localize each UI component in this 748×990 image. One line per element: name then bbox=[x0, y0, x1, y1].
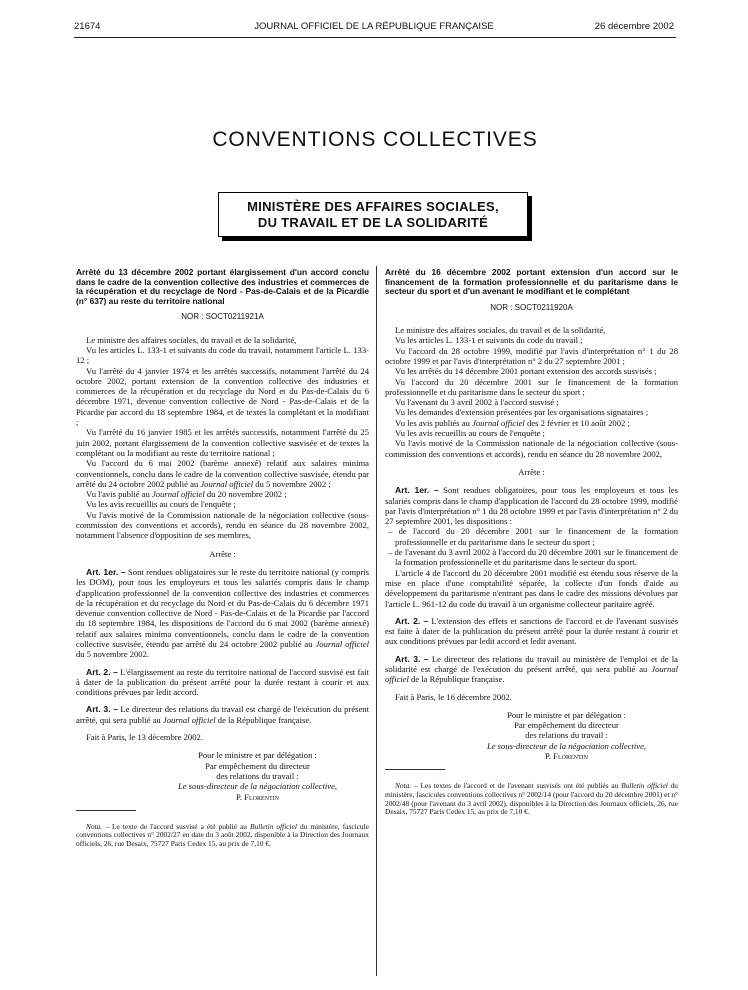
paragraph: Vu l'avis motivé de la Commission nationale de la négociation collective (sous-commission des conventions et accords), rendu en séance du 28 novembre 2002, notamment l'absence d'opposition de ses membres, bbox=[76, 509, 369, 541]
signature-date: Fait à Paris, le 13 décembre 2002. bbox=[86, 732, 203, 743]
arrete-heading: Arrête : bbox=[209, 548, 236, 559]
decree-title: Arrêté du 16 décembre 2002 portant extension d'un accord sur le financement de la formation professionnelle et du paritarisme dans le secteur du sport et d'un avenant le modifiant et le complétant bbox=[385, 267, 678, 297]
paragraph: Vu l'avenant du 3 avril 2002 à l'accord susvisé ; bbox=[395, 397, 559, 408]
paragraph: Vu l'arrêté du 4 janvier 1974 et les arrêtés successifs, notamment l'arrêté du 24 octobre 2002, portant extension de la convention collective des industries et commerces de la récupération et du recyclage du Nord et du Pas-de-Calais du 6 décembre 1971, devenue convention collective de Nord - Pas-de-Calais et de la Picardie par accord du 18 septembre 1984, et de textes la complétant et la modifiant ; bbox=[76, 365, 369, 428]
header-rule bbox=[74, 37, 676, 38]
note-rule bbox=[385, 769, 445, 770]
section-title: CONVENTIONS COLLECTIVES bbox=[212, 128, 538, 151]
article-3: Art. 3. – Le directeur des relations du travail au ministère de l'emploi et de la solidarité est chargé de l'exécution du présent arrêté, qui sera publié au Journal officiel de la République française. bbox=[385, 653, 678, 685]
right-column bbox=[385, 268, 678, 817]
journal-title: JOURNAL OFFICIEL DE LA RÉPUBLIQUE FRANÇAISE bbox=[254, 21, 494, 32]
paragraph: Le ministre des affaires sociales, du travail et de la solidarité, bbox=[395, 325, 606, 336]
paragraph: Vu l'accord du 20 décembre 2001 sur le financement de la formation professionnelle et du paritarisme dans le secteur du sport ; bbox=[385, 376, 678, 397]
paragraph: Vu les arrêtés du 14 décembre 2001 portant extension des accords susvisés ; bbox=[395, 366, 657, 377]
article-3: Art. 3. – Le directeur des relations du travail est chargé de l'exécution du présent arrêté, qui sera publié au Journal officiel de la République française. bbox=[76, 704, 369, 725]
ministry-line-1: MINISTÈRE DES AFFAIRES SOCIALES, bbox=[247, 199, 499, 214]
page-number: 21674 bbox=[74, 21, 101, 32]
article-1: Art. 1er. – Sont rendues obligatoires, pour tous les employeurs et tous les salariés compris dans le champ d'application de l'accord du 28 octobre 1999, modifié par l'avis d'interprétation n° 1 du 28 octobre 1999 et par l'avis d'interprétation n° 2 du 27 septembre 2001, les dispositions : bbox=[385, 485, 679, 527]
footnote: Nota. – Le texte de l'accord susvisé a été publié au Bulletin officiel du ministère, fascicule conventions collectives n° 2002/27 en date du 3 août 2002, disponible à la Direction des Journaux officiels, 26, rue Desaix, 75727 Paris Cedex 15, au prix de 7,10 €. bbox=[76, 821, 369, 849]
paragraph: Vu l'avis motivé de la Commission nationale de la négociation collective (sous-commission des conventions et accords), rendu en séance du 28 novembre 2002, bbox=[385, 438, 678, 459]
paragraph: Vu les demandes d'extension présentées par les organisations signataires ; bbox=[395, 407, 649, 418]
nor-reference: NOR : SOCT0211921A bbox=[181, 312, 264, 322]
list-item: – de l'avenant du 3 avril 2002 à l'accord du 20 décembre 2001 sur le financement de la formation professionnelle et du paritarisme dans le secteur du sport. bbox=[388, 547, 678, 568]
paragraph: Vu les avis recueillis au cours de l'enquête ; bbox=[86, 499, 236, 510]
paragraph: Vu les avis recueillis au cours de l'enquête ; bbox=[395, 428, 545, 439]
article-1: Art. 1er. – Sont rendues obligatoires sur le reste du territoire national (y compris les DOM), pour tous les employeurs et tous les salariés compris dans le champ d'application professionnel de la convention collective des industries et commerces de la récupération et du recyclage du Nord et du Pas-de-Calais du 6 décembre 1971 devenue convention collective de Nord - Pas-de-Calais et de la Picardie par l'accord du 18 septembre 1984, les dispositions de l'accord du 6 mai 2002 (barème annexé) relatif aux salaires minima conventionnels, conclu dans le cadre de la convention collective susvisée, étendu par arrêté du 24 octobre 2002 publié au Journal officiel du 5 novembre 2002. bbox=[76, 566, 370, 660]
paragraph: L'article 4 de l'accord du 20 décembre 2001 modifié est étendu sous réserve de la mise en place d'une comptabilité séparée, la collecte d'un fonds d'aide au développement du paritarisme n'entrant pas dans le cadre des missions dévolues par l'article L. 961-12 du code du travail à un organisme collecteur paritaire agréé. bbox=[385, 567, 678, 609]
signature-block: Pour le ministre et par délégation : Par empêchement du directeur des relations du travail : Le sous-directeur de la négociation collective, P. Florentin bbox=[455, 710, 678, 761]
note-rule bbox=[76, 810, 136, 811]
signature-block: Pour le ministre et par délégation : Par empêchement du directeur des relations du travail : Le sous-directeur de la négociation collective, P. Florentin bbox=[146, 750, 369, 801]
paragraph: Vu les avis publiés au Journal officiel des 2 février et 10 août 2002 ; bbox=[395, 417, 630, 428]
paragraph: Vu l'accord du 28 octobre 1999, modifié par l'avis d'interprétation n° 1 du 28 octobre 1999 et par l'avis d'interprétation n° 2 du 27 septembre 2001 ; bbox=[385, 345, 678, 366]
article-2: Art. 2. – L'élargissement au reste du territoire national de l'accord susvisé est fait à dater de la publication du présent arrêté pour la durée restant à courir et aux conditions prévues par ledit accord. bbox=[76, 666, 369, 698]
page-header bbox=[74, 21, 674, 35]
signatory-name: P. Florentin bbox=[545, 751, 588, 762]
article-2: Art. 2. – L'extension des effets et sanctions de l'accord et de l'avenant susvisés est faite à dater de la publication du présent arrêté pour la durée restant à courir et aux conditions prévues par ledit accord et ledit avenant. bbox=[385, 615, 678, 647]
decree-title: Arrêté du 13 décembre 2002 portant élargissement d'un accord conclu dans le cadre de la convention collective des industries et commerces de la récupération et du recyclage de Nord - Pas-de-Calais et de la Picardie (n° 637) au reste du territoire national bbox=[76, 267, 369, 306]
arrete-heading: Arrête : bbox=[518, 466, 545, 477]
list-item: – de l'accord du 20 décembre 2001 sur le financement de la formation professionnelle et du paritarisme dans le secteur du sport ; bbox=[388, 526, 678, 547]
paragraph: Vu l'accord du 6 mai 2002 (barème annexé) relatif aux salaires minima conventionnels, conclu dans le cadre de la convention collective susvisée, étendu par arrêté du 24 octobre 2002 publié au Journal officiel du 5 novembre 2002 ; bbox=[76, 458, 369, 489]
paragraph: Vu les articles L. 133-1 et suivants du code du travail, notamment l'article L. 133-12 ; bbox=[76, 344, 369, 366]
paragraph: Vu l'avis publié au Journal officiel du 20 novembre 2002 ; bbox=[86, 489, 287, 500]
left-column bbox=[76, 268, 369, 849]
signatory-name: P. Florentin bbox=[236, 791, 279, 802]
paragraph: Le ministre des affaires sociales, du travail et de la solidarité, bbox=[86, 334, 297, 345]
paragraph: Vu les articles L. 133-1 et suivants du code du travail ; bbox=[395, 335, 583, 346]
signature-date: Fait à Paris, le 16 décembre 2002. bbox=[395, 691, 512, 702]
column-divider bbox=[376, 266, 377, 976]
ministry-line-2: DU TRAVAIL ET DE LA SOLIDARITÉ bbox=[257, 215, 489, 230]
ministry-box bbox=[218, 192, 528, 237]
nor-reference: NOR : SOCT0211920A bbox=[490, 302, 573, 312]
footnote: Nota. – Les textes de l'accord et de l'avenant susvisés ont été publiés au Bulletin officiel du ministère, fascicules conventions collectives n° 2002/14 (pour l'accord du 20 décembre 2001) et n° 2002/48 (pour l'avenant du 3 avril 2002), disponibles à la Direction des Journaux officiels, 26, rue Desaix, 75727 Paris Cedex 15, au prix de 7,10 €. bbox=[385, 781, 678, 817]
issue-date: 26 décembre 2002 bbox=[594, 21, 674, 32]
paragraph: Vu l'arrêté du 16 janvier 1985 et les arrêtés successifs, notamment l'arrêté du 25 juin 2002, portant élargissement de la convention collective susvisée et de textes la complétant ou la modifiant au reste du territoire national ; bbox=[76, 427, 369, 458]
